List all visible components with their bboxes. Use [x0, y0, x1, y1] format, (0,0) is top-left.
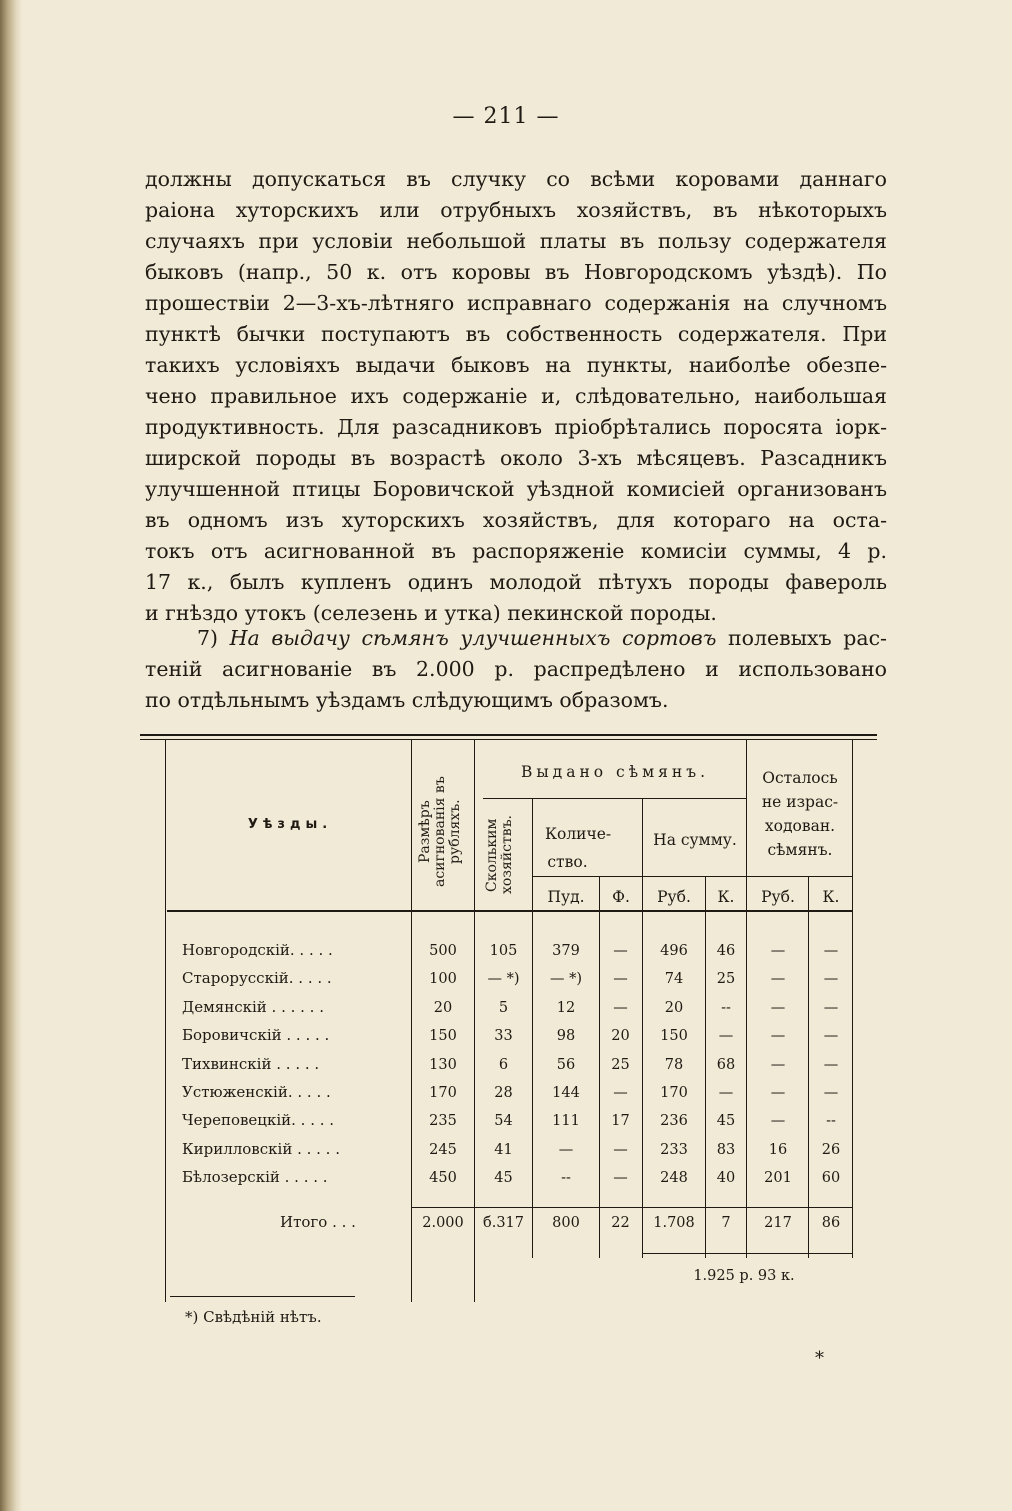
cell-orub: 16: [768, 1141, 788, 1158]
vline-hoz: [474, 740, 475, 1302]
cell-orub: —: [770, 999, 786, 1016]
cell-rub: 233: [660, 1141, 688, 1158]
cell-rub: 20: [664, 999, 684, 1016]
total-k: 7: [721, 1215, 731, 1231]
cell-pud: 379: [552, 943, 580, 959]
header-skolkim: Скольким хозяйствъ.: [484, 815, 515, 895]
cell-hoz: 41: [494, 1141, 513, 1158]
row-uezd-name: Старорусскій. . . . .: [182, 969, 332, 988]
cell-razmer: 450: [429, 1170, 457, 1187]
cell-pud: 12: [556, 999, 576, 1016]
cell-k: --: [721, 999, 731, 1016]
cell-f: —: [613, 943, 628, 959]
total-hoz: б.317: [482, 1215, 524, 1231]
cell-pud: — *): [549, 971, 583, 988]
paragraph-1: [145, 164, 887, 629]
header-pud: Пуд.: [547, 888, 585, 906]
paragraph-2-line-2: теній асигнованіе въ 2.000 р. распредѣлено и использовано: [145, 657, 887, 681]
cell-rub: 170: [660, 1085, 688, 1101]
cell-orub: —: [770, 1113, 786, 1130]
cell-k: 45: [716, 1113, 736, 1130]
cell-k: 83: [716, 1141, 736, 1158]
cell-hoz: — *): [487, 971, 520, 988]
cell-f: —: [613, 971, 628, 988]
cell-razmer: 20: [433, 999, 453, 1016]
cell-f: —: [613, 999, 628, 1016]
table-top-rule-2: [140, 739, 877, 740]
cell-f: —: [613, 1170, 628, 1187]
paragraph-1-line: токъ отъ асигнованной въ распоряженіе комисіи суммы, 4 р.: [145, 539, 887, 563]
header-k: К.: [717, 888, 735, 906]
row-uezd-name: Кирилловскій . . . . .: [182, 1139, 340, 1158]
vline-ok: [808, 876, 809, 1258]
footnote-rule: [170, 1296, 355, 1297]
row-uezd-name: Тихвинскій . . . . .: [182, 1054, 320, 1073]
total-rub: 1.708: [653, 1215, 695, 1231]
cell-orub: —: [770, 1028, 786, 1045]
header-k-2: К.: [822, 888, 840, 906]
cell-razmer: 500: [429, 943, 457, 959]
cell-ok: —: [823, 1085, 839, 1101]
paragraph-1-line: 17 к., былъ купленъ одинъ молодой пѣтухъ породы фавероль: [145, 570, 887, 594]
vline-ostalos: [746, 740, 747, 1258]
cell-ok: --: [826, 1113, 836, 1130]
vline-pud: [532, 798, 533, 1258]
page-number: — 211 —: [452, 104, 560, 129]
cell-razmer: 235: [429, 1113, 457, 1130]
cell-pud: 111: [552, 1113, 580, 1130]
section-italic-title: На выдачу сѣмянъ улучшенныхъ сортовъ: [229, 626, 717, 650]
vline-razmer: [411, 740, 412, 1302]
total-pud: 800: [552, 1215, 580, 1231]
cell-rub: 248: [660, 1170, 688, 1187]
page-mark: *: [815, 1348, 824, 1369]
row-uezd-name: Устюженскій. . . . .: [182, 1083, 331, 1101]
paragraph-1-line: раіона хуторскихъ или отрубныхъ хозяйствъ, въ нѣкоторыхъ: [145, 198, 887, 222]
cell-pud: --: [561, 1170, 571, 1187]
cell-ok: —: [823, 943, 839, 959]
cell-razmer: 245: [429, 1141, 457, 1158]
header-rub-2: Руб.: [761, 888, 795, 906]
row-uezd-name: Череповецкій. . . . .: [182, 1111, 335, 1130]
footnote: *) Свѣдѣній нѣтъ.: [185, 1308, 322, 1326]
cell-hoz: 54: [494, 1113, 513, 1130]
rule-under-subheaders: [532, 876, 852, 877]
cell-ok: —: [823, 1028, 839, 1045]
cell-hoz: 5: [498, 999, 509, 1016]
cell-rub: 74: [664, 971, 684, 988]
header-uezdy: Уѣзды.: [247, 817, 333, 832]
cell-razmer: 150: [429, 1028, 457, 1045]
cell-orub: 201: [764, 1170, 792, 1187]
total-orub: 217: [764, 1215, 792, 1231]
rule-under-total: [642, 1253, 852, 1254]
cell-hoz: 6: [498, 1056, 509, 1073]
paragraph-1-line: такихъ условіяхъ выдачи быковъ на пункты, наиболѣе обезпе-: [145, 353, 887, 377]
cell-pud: 144: [552, 1085, 580, 1101]
cell-k: —: [718, 1085, 734, 1101]
paragraph-1-line: должны допускаться въ случку со всѣми коровами даннаго: [145, 167, 887, 191]
cell-hoz: 105: [489, 943, 518, 959]
paragraph-1-line: и гнѣздо утокъ (селезень и утка) пекинской породы.: [145, 601, 717, 625]
cell-pud: 56: [556, 1056, 576, 1073]
cell-razmer: 170: [429, 1085, 457, 1101]
vline-left: [165, 740, 166, 1302]
header-razmer: Размѣръ асигнованія въ рубляхъ.: [417, 776, 463, 888]
header-vydano: Выдано сѣмянъ.: [520, 763, 710, 781]
header-ostalos: Осталось не израс-ходован. сѣмянъ.: [761, 769, 839, 859]
cell-rub: 150: [660, 1028, 688, 1045]
cell-k: 46: [716, 943, 736, 959]
paragraph-1-line: ширской породы въ возрастѣ около 3-хъ мѣсяцевъ. Разсадникъ: [145, 446, 887, 470]
paragraph-1-line: продуктивность. Для разсадниковъ пріобрѣтались поросята іорк-: [145, 415, 887, 439]
vline-rub: [642, 798, 643, 1258]
grand-total: 1.925 р. 93 к.: [693, 1268, 795, 1284]
cell-pud: —: [558, 1141, 574, 1158]
item-number: 7): [197, 626, 230, 650]
cell-ok: —: [823, 971, 839, 988]
row-uezd-name: Боровичскій . . . . .: [182, 1026, 330, 1045]
row-uezd-name: Новгородскій. . . . .: [182, 941, 333, 959]
cell-rub: 496: [660, 943, 688, 959]
total-razmer: 2.000: [422, 1215, 464, 1231]
header-na-summu: На сумму.: [653, 831, 737, 849]
cell-hoz: 45: [494, 1170, 513, 1187]
rule-under-vydano: [483, 798, 746, 799]
cell-k: —: [718, 1028, 734, 1045]
cell-f: —: [613, 1085, 628, 1101]
cell-ok: —: [823, 1056, 839, 1073]
total-ok: 86: [821, 1215, 841, 1231]
paragraph-1-line: чено правильное ихъ содержаніе и, слѣдовательно, наибольшая: [145, 384, 887, 408]
paragraph-2-line-3: по отдѣльнымъ уѣздамъ слѣдующимъ образомъ.: [145, 688, 669, 712]
cell-razmer: 130: [429, 1056, 457, 1073]
cell-pud: 98: [556, 1028, 576, 1045]
cell-orub: —: [770, 1085, 786, 1101]
rule-above-total: [411, 1207, 852, 1208]
cell-f: 20: [611, 1028, 630, 1045]
total-label: Итого . . .: [280, 1213, 356, 1231]
cell-razmer: 100: [429, 971, 457, 988]
cell-orub: —: [770, 943, 786, 959]
cell-f: 25: [611, 1056, 630, 1073]
paragraph-1-line: въ одномъ изъ хуторскихъ хозяйствъ, для котораго на оста-: [145, 508, 887, 532]
paragraph-1-line: улучшенной птицы Боровичской уѣздной комисіей организованъ: [145, 477, 887, 501]
header-kolichestvo: Количе-ство.: [545, 825, 612, 871]
vline-right: [852, 740, 853, 1258]
paragraph-2-line-1-rest: полевыхъ рас-: [716, 626, 887, 650]
paragraph-1-line: пунктѣ бычки поступаютъ въ собственность содержателя. При: [145, 322, 887, 346]
row-uezd-name: Бѣлозерскій . . . . .: [182, 1168, 328, 1187]
cell-k: 25: [716, 971, 736, 988]
header-bottom-rule: [167, 910, 852, 912]
table-top-rule: [140, 734, 877, 736]
cell-rub: 78: [664, 1056, 684, 1073]
cell-f: 17: [611, 1113, 630, 1130]
paragraph-1-line: случаяхъ при условіи небольшой платы въ пользу содержателя: [145, 229, 887, 253]
cell-orub: —: [770, 1056, 786, 1073]
cell-k: 40: [716, 1170, 736, 1187]
cell-orub: —: [770, 971, 786, 988]
cell-ok: 60: [821, 1170, 841, 1187]
cell-ok: —: [823, 999, 839, 1016]
cell-ok: 26: [821, 1141, 841, 1158]
book-spine-shadow: [0, 0, 22, 1511]
cell-hoz: 28: [494, 1085, 513, 1101]
header-f: Ф.: [612, 888, 630, 906]
paragraph-2-line-1: [145, 623, 887, 654]
cell-k: 68: [716, 1056, 736, 1073]
paragraph-2: [145, 623, 887, 716]
paragraph-1-line: прошествіи 2—3-хъ-лѣтняго исправнаго содержанія на случномъ: [145, 291, 887, 315]
header-rub: Руб.: [657, 888, 691, 906]
cell-rub: 236: [660, 1113, 688, 1130]
paragraph-1-line: быковъ (напр., 50 к. отъ коровы въ Новгородскомъ уѣздѣ). По: [145, 260, 887, 284]
cell-hoz: 33: [494, 1028, 513, 1045]
cell-f: —: [613, 1141, 628, 1158]
row-uezd-name: Демянскій . . . . . .: [182, 997, 324, 1016]
total-f: 22: [611, 1215, 630, 1231]
